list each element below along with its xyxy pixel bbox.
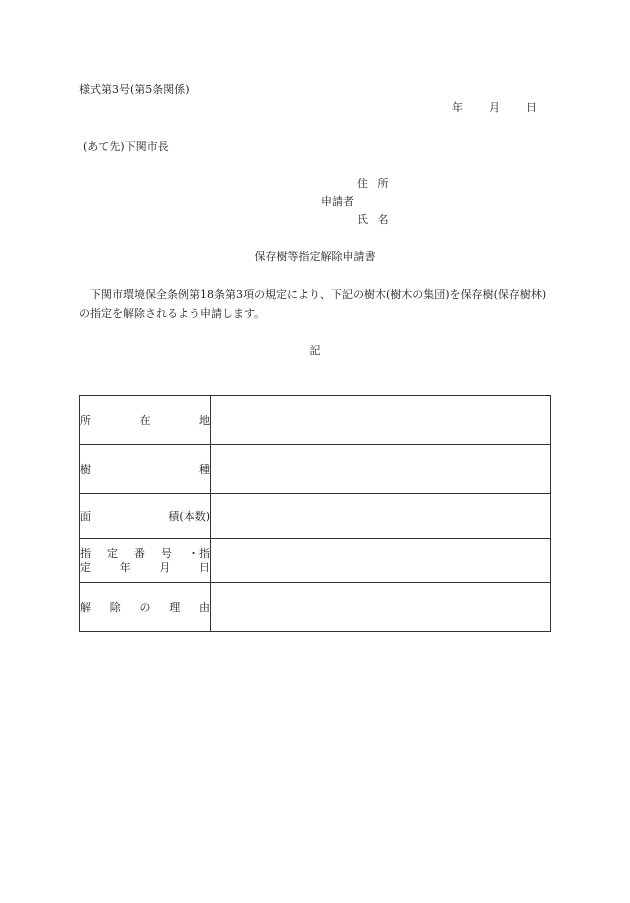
ki-heading: 記 — [309, 344, 321, 357]
address-label: 住 所 — [357, 177, 389, 190]
table-row — [80, 583, 551, 632]
location-value-field[interactable] — [211, 396, 551, 445]
date-day: 日 — [526, 101, 537, 114]
application-table — [79, 395, 551, 632]
table-row — [80, 539, 551, 583]
applicant-label: 申請者 — [321, 195, 354, 208]
addressee: (あて先)下関市長 — [83, 140, 169, 153]
area-value-field[interactable] — [211, 494, 551, 539]
species-value-field[interactable] — [211, 445, 551, 494]
date-line — [452, 99, 537, 115]
name-label: 氏 名 — [357, 213, 389, 226]
table-row — [80, 396, 551, 445]
row-label-location: 所 在 地 — [80, 396, 211, 445]
reason-value-field[interactable] — [211, 583, 551, 632]
document-title: 保存樹等指定解除申請書 — [254, 250, 376, 263]
table-row — [80, 445, 551, 494]
row-label-designation: 指 定 番 号 ・指 定 年 月 日 — [80, 539, 211, 583]
row-label-species: 樹 種 — [80, 445, 211, 494]
date-month: 月 — [489, 101, 500, 114]
row-label-reason: 解 除 の 理 由 — [80, 583, 211, 632]
designation-value-field[interactable] — [211, 539, 551, 583]
table-row — [80, 494, 551, 539]
application-statement: 下関市環境保全条例第18条第3項の規定により、下記の樹木(樹木の集団)を保存樹(保存樹林)の指定を解除されるよう申請します。 — [79, 288, 547, 320]
form-number: 様式第3号(第5条関係) — [79, 83, 190, 96]
date-year: 年 — [452, 101, 463, 114]
row-label-area: 面 積(本数) — [80, 494, 211, 539]
